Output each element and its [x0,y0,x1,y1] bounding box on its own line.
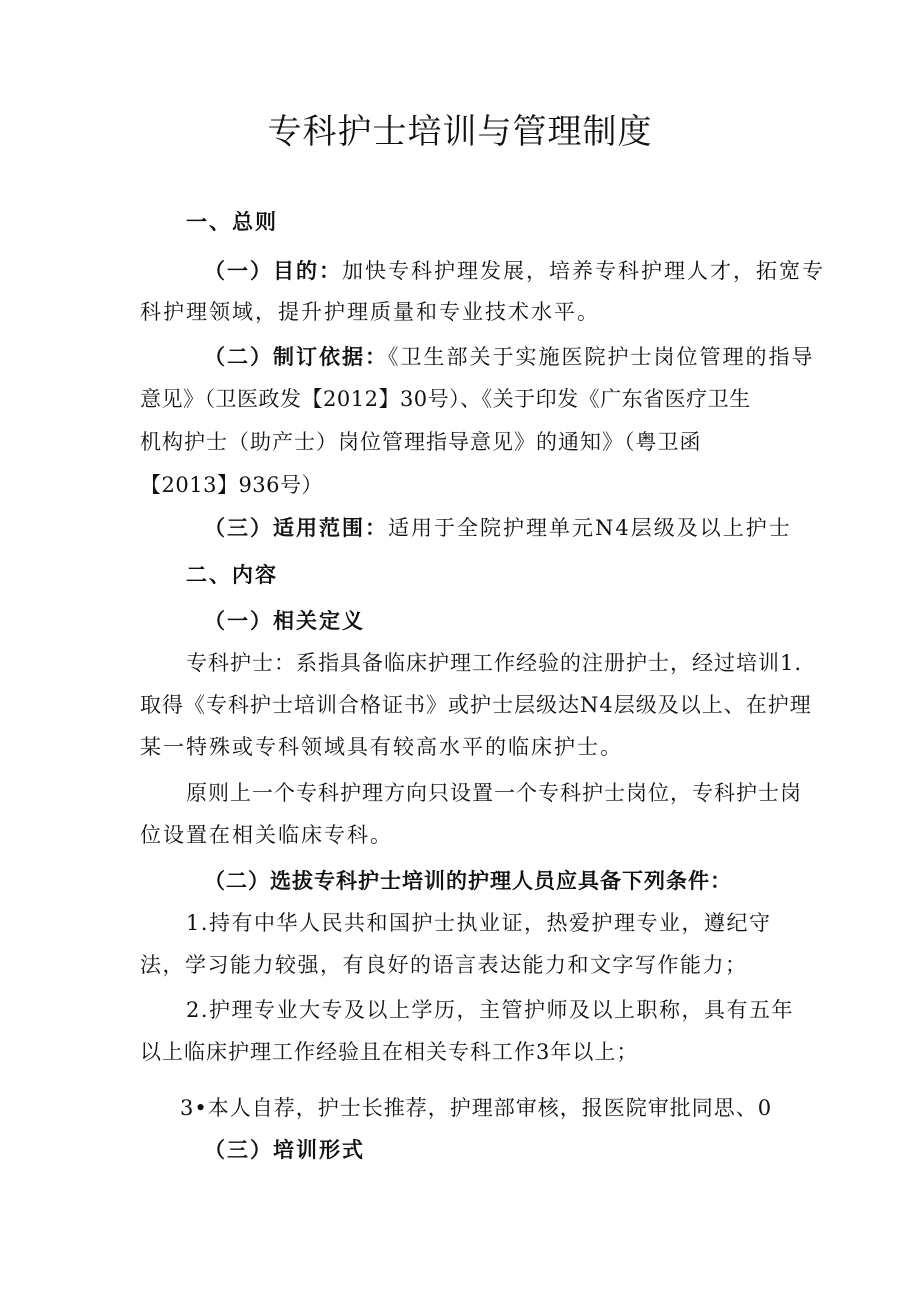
purpose-text-1: 加快专科护理发展，培养专科护理人才，拓宽专 [342,259,825,283]
condition-2-line-1: 2.护理专业大专及以上学历，主管护师及以上职称，具有五年 [186,998,795,1022]
condition-1-line-2: 法，学习能力较强，有良好的语言表达能力和文字写作能力； [140,953,748,977]
paragraph-basis-line-4: 【2013】936号） [140,473,324,497]
paragraph-basis-line-1 [204,342,815,372]
subheading-conditions: （二）选拔专科护士培训的护理人员应具备下列条件： [204,868,732,893]
condition-2-line-2: 以上临床护理工作经验且在相关专科工作3年以上； [140,1040,639,1064]
basis-text-1: 《卫生部关于实施医院护士岗位管理的指导 [388,345,815,369]
section-heading-content: 二、内容 [186,562,278,587]
section-heading-general: 一、总则 [186,209,278,234]
document-title: 专科护士培训与管理制度 [267,112,653,152]
subheading-definition: （一）相关定义 [204,608,365,633]
rule-line-1: 原则上一个专科护理方向只设置一个专科护士岗位，专科护士岗 [186,781,802,805]
paragraph-basis-line-3: 机构护士（助产士）岗位管理指导意见》的通知》（粤卫函 [140,430,702,454]
rule-line-2: 位设置在相关临床专科。 [140,823,393,847]
subheading-training-form: （三）培训形式 [204,1137,365,1162]
basis-label: （二）制订依据： [204,344,388,369]
paragraph-purpose-line-1 [204,256,825,286]
definition-line-3: 某一特殊或专科领域具有较高水平的临床护士。 [140,735,623,759]
condition-1-line-1: 1.持有中华人民共和国护士执业证，热爱护理专业，遵纪守 [186,911,772,935]
definition-line-2: 取得《专科护士培训合格证书》或护士层级达N4层级及以上、在护理 [140,693,812,717]
paragraph-scope [204,513,792,543]
paragraph-basis-line-2: 意见》（卫医政发【2012】30号）、《关于印发《广东省医疗卫生 [140,387,751,411]
purpose-label: （一）目的： [204,258,342,283]
paragraph-purpose-line-2: 科护理领域，提升护理质量和专业技术水平。 [140,300,600,324]
definition-line-1: 专科护士：系指具备临床护理工作经验的注册护士，经过培训1. [186,651,803,675]
condition-3: 3•本人自荐，护士长推荐，护理部审核，报医院审批同思、0 [180,1096,773,1120]
scope-text: 适用于全院护理单元N4层级及以上护士 [388,516,792,540]
scope-label: （三）适用范围： [204,515,388,540]
